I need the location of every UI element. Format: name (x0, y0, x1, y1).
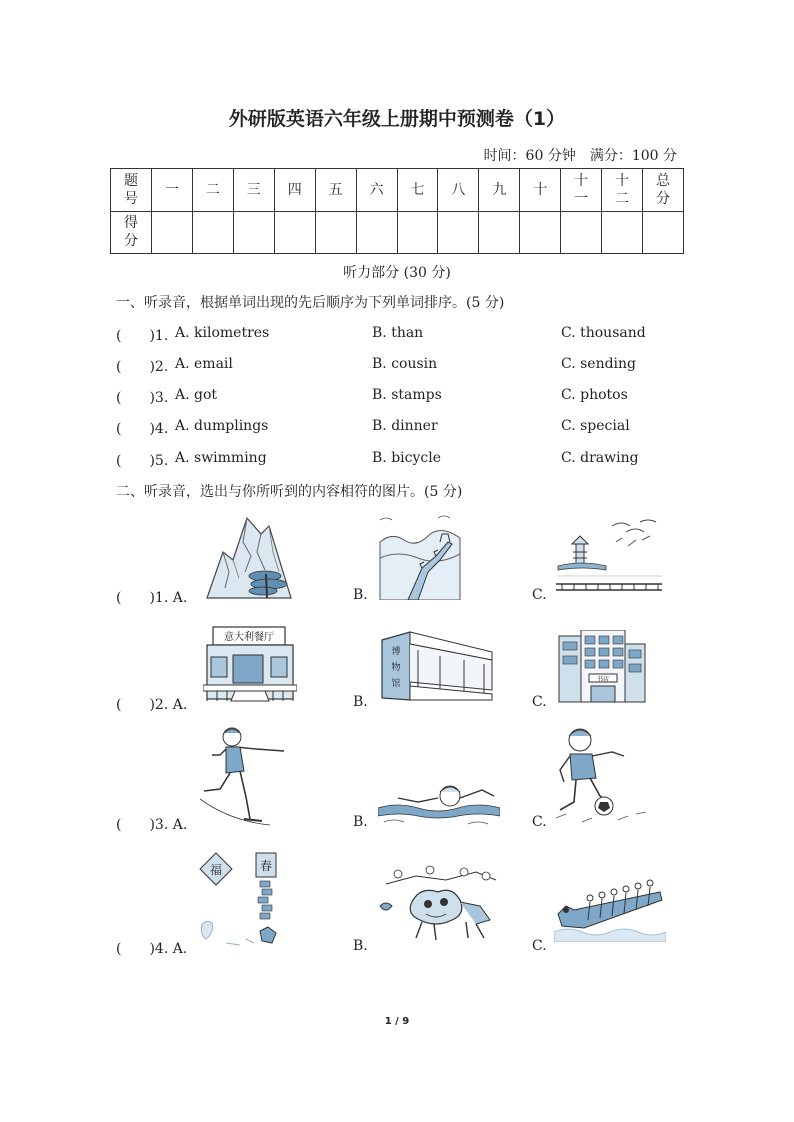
score-cell: 总 分 (643, 169, 684, 212)
chun-character: 春 (259, 859, 273, 873)
score-cell: 三 (233, 169, 274, 212)
dragon-boat-icon (554, 876, 666, 942)
s1-q4-option-c: C. special (561, 418, 630, 434)
mountain-pine-icon (203, 512, 295, 600)
score-input-cell[interactable] (233, 211, 274, 254)
score-input-cell[interactable] (152, 211, 193, 254)
score-input-cell[interactable] (356, 211, 397, 254)
score-cell: 八 (438, 169, 479, 212)
s1-q1-option-c: C. thousand (561, 325, 646, 341)
s1-q2-option-c: C. sending (561, 356, 637, 372)
score-input-cell[interactable] (561, 211, 602, 254)
section1-heading: 一、听录音，根据单词出现的先后顺序为下列单词排序。(5 分) (116, 295, 505, 311)
swimming-boy-icon (378, 772, 500, 832)
s1-q5-option-c: C. drawing (561, 450, 639, 466)
s1-q1-option-a: A. kilometres (175, 325, 270, 341)
s1-q4-prefix: ( )4. (116, 421, 169, 437)
skating-boy-icon (200, 725, 292, 829)
s1-q5-option-b: B. bicycle (372, 450, 441, 466)
score-input-cell[interactable] (274, 211, 315, 254)
s2-q4-option-b: B. (353, 938, 368, 954)
s1-q5-option-a: A. swimming (175, 450, 267, 466)
fu-character: 福 (209, 863, 223, 877)
museum-sign-char: 博 (391, 647, 401, 657)
listening-part-title: 听力部分 (30 分) (343, 265, 451, 281)
section2-heading: 二、听录音，选出与你所听到的内容相符的图片。(5 分) (116, 484, 463, 500)
s1-q2-option-b: B. cousin (372, 356, 438, 372)
score-cell: 一 (152, 169, 193, 212)
score-cell: 六 (356, 169, 397, 212)
s2-q4-option-c: C. (532, 938, 547, 954)
great-wall-icon (378, 512, 462, 600)
lion-dance-icon (376, 862, 498, 942)
football-boy-icon (552, 722, 650, 826)
exam-meta: 时间：60 分钟 满分：100 分 (483, 148, 677, 164)
score-cell: 二 (192, 169, 233, 212)
score-cell: 五 (315, 169, 356, 212)
s2-q2-option-c: C. (532, 694, 547, 710)
s1-q3-option-c: C. photos (561, 387, 628, 403)
score-cell: 七 (397, 169, 438, 212)
page-title: 外研版英语六年级上册期中预测卷（1） (228, 108, 566, 130)
spring-festival-icon (196, 849, 292, 953)
s2-q3-prefix: ( )3. A. (116, 817, 188, 833)
score-cell: 四 (274, 169, 315, 212)
score-input-cell[interactable] (315, 211, 356, 254)
s2-q1-option-c: C. (532, 587, 547, 603)
bookshop-sign-text: 书店 (596, 676, 610, 683)
score-table-score-row (111, 211, 684, 254)
bookshop-icon (557, 630, 647, 704)
score-cell: 题 号 (111, 169, 152, 212)
s1-q5-prefix: ( )5. (116, 453, 169, 469)
score-cell: 十 二 (602, 169, 643, 212)
s1-q3-option-b: B. stamps (372, 387, 442, 403)
score-cell: 十 (520, 169, 561, 212)
museum-sign-char: 物 (391, 663, 401, 673)
score-input-cell[interactable] (397, 211, 438, 254)
score-table-header-row (111, 169, 684, 212)
page-number: 1 / 9 (384, 1016, 410, 1027)
score-input-cell[interactable] (602, 211, 643, 254)
s2-q1-prefix: ( )1. A. (116, 590, 188, 606)
restaurant-icon (203, 625, 297, 703)
s1-q3-prefix: ( )3. (116, 390, 169, 406)
s1-q1-prefix: ( )1. (116, 328, 169, 344)
s2-q2-prefix: ( )2. A. (116, 697, 188, 713)
score-input-cell[interactable] (643, 211, 684, 254)
lake-pagoda-icon (556, 518, 662, 592)
s1-q4-option-a: A. dumplings (175, 418, 269, 434)
s1-q2-prefix: ( )2. (116, 359, 169, 375)
museum-sign-char: 馆 (391, 679, 401, 689)
score-cell: 得 分 (111, 211, 152, 254)
score-input-cell[interactable] (479, 211, 520, 254)
s2-q3-option-c: C. (532, 814, 547, 830)
s2-q4-prefix: ( )4. A. (116, 941, 188, 957)
s2-q1-option-b: B. (353, 587, 368, 603)
restaurant-sign-text: 意大利餐厅 (224, 632, 274, 643)
score-input-cell[interactable] (192, 211, 233, 254)
score-input-cell[interactable] (438, 211, 479, 254)
s1-q2-option-a: A. email (175, 356, 233, 372)
s1-q4-option-b: B. dinner (372, 418, 438, 434)
s2-q2-option-b: B. (353, 694, 368, 710)
s1-q1-option-b: B. than (372, 325, 424, 341)
score-table (110, 168, 684, 254)
score-input-cell[interactable] (520, 211, 561, 254)
s1-q3-option-a: A. got (175, 387, 218, 403)
score-cell: 九 (479, 169, 520, 212)
score-cell: 十 一 (561, 169, 602, 212)
museum-icon (380, 630, 496, 702)
s2-q3-option-b: B. (353, 814, 368, 830)
